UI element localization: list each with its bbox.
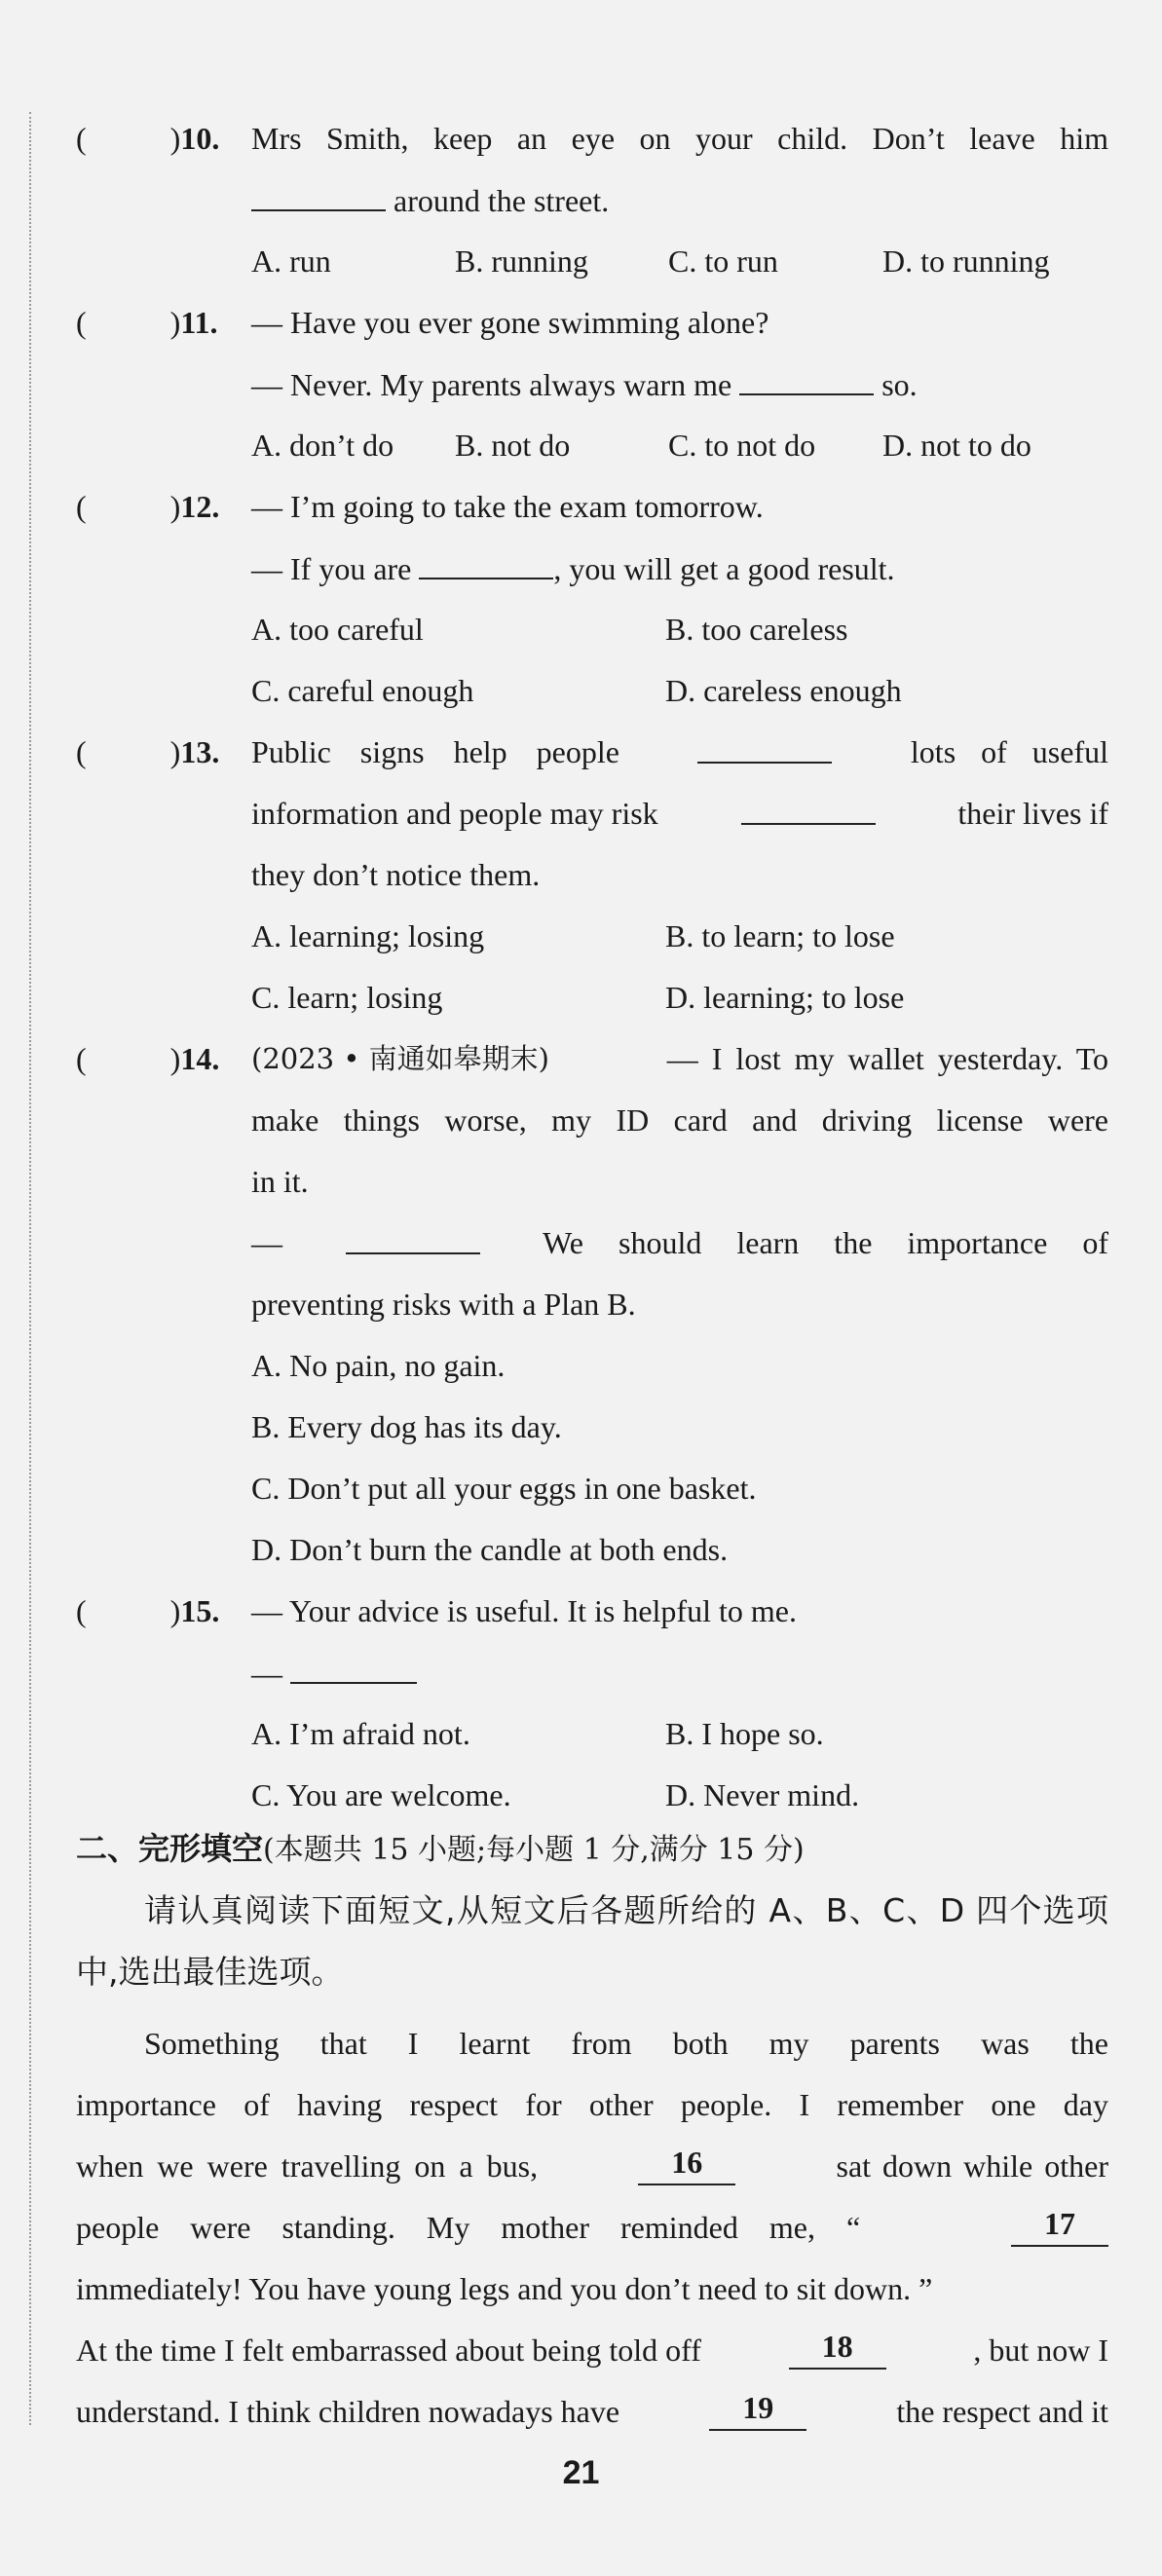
question-15-stem-line-1: — Your advice is useful. It is helpful to me. bbox=[251, 1593, 797, 1628]
binding-margin-line bbox=[29, 112, 31, 2425]
answer-blank[interactable] bbox=[739, 364, 874, 395]
question-10-option-d[interactable]: D. to running bbox=[882, 243, 1050, 279]
answer-blank[interactable] bbox=[290, 1653, 417, 1684]
answer-blank[interactable] bbox=[251, 180, 386, 211]
question-10-option-a[interactable]: A. run bbox=[251, 243, 331, 279]
answer-blank[interactable] bbox=[346, 1223, 480, 1254]
question-13-option-a[interactable]: A. learning; losing bbox=[251, 918, 485, 953]
section-note: (本题共 15 小题;每小题 1 分,满分 15 分) bbox=[263, 1833, 805, 1867]
question-12-option-b[interactable]: B. too careless bbox=[665, 612, 848, 647]
instruction-line-2: 中,选出最佳选项。 bbox=[76, 1953, 344, 1991]
question-12-stem-line-1: — I’m going to take the exam tomorrow. bbox=[251, 489, 764, 524]
question-11-option-c[interactable]: C. to not do bbox=[668, 428, 816, 463]
question-13-number: ( )13. bbox=[76, 734, 220, 769]
question-12-option-c[interactable]: C. careful enough bbox=[251, 673, 474, 708]
answer-blank[interactable] bbox=[741, 794, 876, 825]
question-15-option-a[interactable]: A. I’m afraid not. bbox=[251, 1716, 470, 1751]
question-15-option-b[interactable]: B. I hope so. bbox=[665, 1716, 824, 1751]
question-11-option-d[interactable]: D. not to do bbox=[882, 428, 1031, 463]
question-15-number: ( )15. bbox=[76, 1593, 220, 1628]
question-10-stem-line-1: Mrs Smith, keep an eye on your child. Don’t leave him bbox=[251, 121, 1108, 156]
question-14-option-a[interactable]: A. No pain, no gain. bbox=[251, 1348, 506, 1383]
question-15-option-c[interactable]: C. You are welcome. bbox=[251, 1777, 511, 1812]
question-14-option-d[interactable]: D. Don’t burn the candle at both ends. bbox=[251, 1532, 729, 1567]
passage-line-5: immediately! You have young legs and you don’t need to sit down. ” bbox=[76, 2271, 933, 2306]
cloze-blank-16[interactable]: 16 bbox=[638, 2147, 735, 2185]
question-14-option-b[interactable]: B. Every dog has its day. bbox=[251, 1409, 562, 1444]
question-11-option-a[interactable]: A. don’t do bbox=[251, 428, 394, 463]
instruction-line-1: 请认真阅读下面短文,从短文后各题所给的 A、B、C、D 四个选项 bbox=[144, 1891, 1108, 1929]
question-12-option-d[interactable]: D. careless enough bbox=[665, 673, 902, 708]
question-12-number: ( )12. bbox=[76, 489, 220, 524]
question-11-stem-line-1: — Have you ever gone swimming alone? bbox=[251, 305, 769, 340]
question-10-stem-line-2: around the street. bbox=[251, 180, 1108, 220]
question-15-option-d[interactable]: D. Never mind. bbox=[665, 1777, 860, 1812]
answer-blank[interactable] bbox=[419, 548, 553, 579]
passage-line-1: Something that I learnt from both my parents was the bbox=[144, 2026, 1108, 2061]
section-title: 二、完形填空(本题共 15 小题;每小题 1 分,满分 15 分) bbox=[76, 1830, 805, 1867]
question-14-stem-line-2: make things worse, my ID card and driving license were bbox=[251, 1102, 1108, 1138]
cloze-blank-17[interactable]: 17 bbox=[1011, 2208, 1108, 2247]
question-14-stem-line-4: — We should learn the importance of bbox=[251, 1225, 1108, 1260]
passage-line-2: importance of having respect for other people. I remember one day bbox=[76, 2087, 1108, 2122]
page-number: 21 bbox=[562, 2454, 600, 2491]
question-14-stem-line-3: in it. bbox=[251, 1164, 309, 1199]
question-10-option-b[interactable]: B. running bbox=[455, 243, 588, 279]
question-13-stem-line-2: information and people may risk their lives if bbox=[251, 796, 1108, 831]
question-14-option-c[interactable]: C. Don’t put all your eggs in one basket. bbox=[251, 1471, 757, 1506]
question-10-number: ( )10. bbox=[76, 121, 220, 156]
cloze-blank-19[interactable]: 19 bbox=[709, 2392, 806, 2431]
passage-line-7: understand. I think children nowadays have 19 the respect and it bbox=[76, 2390, 1108, 2429]
question-12-stem-line-2: — If you are , you will get a good result. bbox=[251, 548, 1108, 588]
question-13-option-c[interactable]: C. learn; losing bbox=[251, 980, 443, 1015]
question-14-stem-line-5: preventing risks with a Plan B. bbox=[251, 1287, 636, 1322]
question-13-stem-line-3: they don’t notice them. bbox=[251, 857, 541, 892]
question-12-option-a[interactable]: A. too careful bbox=[251, 612, 424, 647]
question-source: (2023 • 南通如皋期末) bbox=[251, 1042, 549, 1075]
passage-line-4: people were standing. My mother reminded me, “ 17 bbox=[76, 2208, 1108, 2247]
question-14-number: ( )14. bbox=[76, 1041, 220, 1076]
question-13-option-b[interactable]: B. to learn; to lose bbox=[665, 918, 895, 953]
passage-line-6: At the time I felt embarrassed about being told off 18 , but now I bbox=[76, 2329, 1108, 2368]
question-14-stem-line-1: (2023 • 南通如皋期末) — I lost my wallet yesterday. To bbox=[251, 1041, 1108, 1076]
question-11-stem-line-2: — Never. My parents always warn me so. bbox=[251, 364, 1108, 404]
passage-line-3: when we were travelling on a bus, 16 sat down while other bbox=[76, 2145, 1108, 2184]
answer-blank[interactable] bbox=[697, 732, 832, 764]
question-13-option-d[interactable]: D. learning; to lose bbox=[665, 980, 905, 1015]
cloze-blank-18[interactable]: 18 bbox=[789, 2331, 886, 2370]
question-11-option-b[interactable]: B. not do bbox=[455, 428, 571, 463]
question-13-stem-line-1: Public signs help people lots of useful bbox=[251, 734, 1108, 769]
question-11-number: ( )11. bbox=[76, 305, 218, 340]
question-10-option-c[interactable]: C. to run bbox=[668, 243, 778, 279]
question-15-stem-line-2: — bbox=[251, 1653, 1108, 1693]
